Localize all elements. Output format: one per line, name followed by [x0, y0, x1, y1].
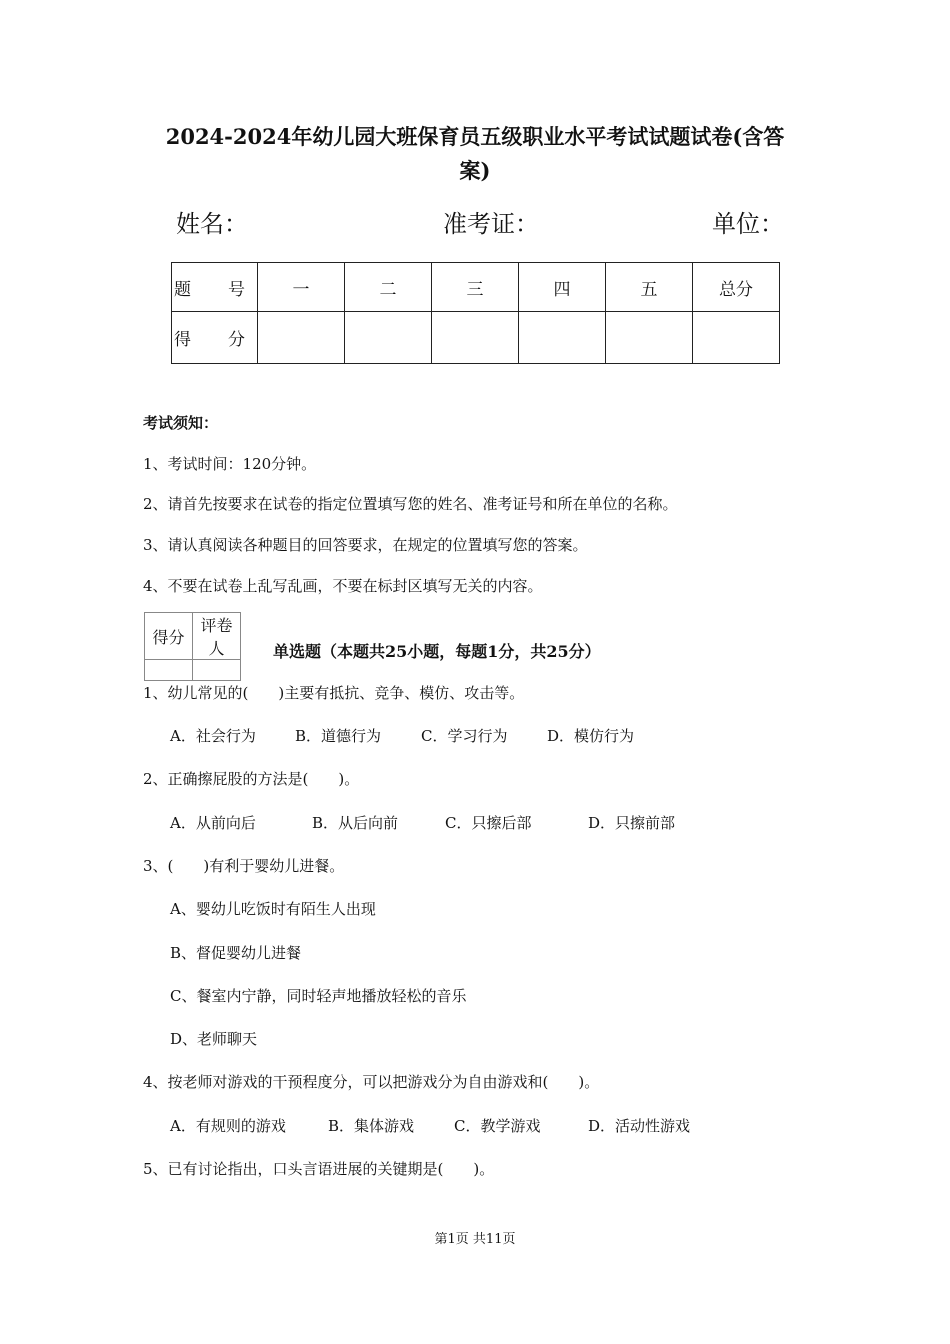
q4-option-b[interactable]: B．集体游戏 — [328, 1117, 415, 1135]
title-line-2: 案) — [459, 158, 491, 183]
document-title — [140, 120, 810, 188]
notice-item-3: 3、请认真阅读各种题目的回答要求，在规定的位置填写您的答案。 — [143, 536, 588, 554]
score-cell-total[interactable] — [693, 312, 780, 364]
section-title: 单选题（本题共25小题，每题1分，共25分） — [273, 642, 601, 661]
score-cell-4[interactable] — [519, 312, 606, 364]
grader-score-cell[interactable] — [145, 660, 193, 681]
title-line-1: 2024-2024年幼儿园大班保育员五级职业水平考试试题试卷(含答 — [165, 124, 785, 149]
exam-id-label: 准考证： — [443, 210, 539, 238]
question-2: 2、正确擦屁股的方法是( )。 — [143, 770, 360, 788]
header-cell-3: 三 — [432, 263, 519, 312]
grader-score-label: 得分 — [145, 613, 193, 660]
header-cell-5: 五 — [606, 263, 693, 312]
notice-heading: 考试须知： — [143, 414, 219, 432]
grader-reviewer-label: 评卷人 — [193, 613, 241, 660]
score-row-label: 得 分 — [172, 312, 258, 364]
score-cell-1[interactable] — [258, 312, 345, 364]
q2-option-c[interactable]: C．只擦后部 — [445, 814, 532, 832]
question-1: 1、幼儿常见的( )主要有抵抗、竞争、模仿、攻击等。 — [143, 684, 525, 702]
notice-item-2: 2、请首先按要求在试卷的指定位置填写您的姓名、准考证号和所在单位的名称。 — [143, 495, 678, 513]
name-label: 姓名： — [176, 210, 248, 238]
question-1-options — [170, 725, 634, 746]
q4-option-c[interactable]: C．教学游戏 — [454, 1117, 541, 1135]
q1-option-c[interactable]: C．学习行为 — [421, 727, 508, 745]
header-cell-2: 二 — [345, 263, 432, 312]
notice-item-1: 1、考试时间：120分钟。 — [143, 455, 317, 473]
header-cell-question-no: 题 号 — [172, 263, 258, 312]
grader-box — [144, 612, 241, 681]
score-table-score-row — [172, 312, 780, 364]
q1-option-b[interactable]: B．道德行为 — [295, 727, 382, 745]
q2-option-a[interactable]: A．从前向后 — [170, 814, 256, 832]
question-3: 3、( )有利于婴幼儿进餐。 — [143, 857, 345, 875]
score-cell-2[interactable] — [345, 312, 432, 364]
q4-option-a[interactable]: A．有规则的游戏 — [170, 1117, 286, 1135]
q2-option-b[interactable]: B．从后向前 — [312, 814, 399, 832]
unit-label: 单位： — [712, 210, 784, 238]
header-cell-4: 四 — [519, 263, 606, 312]
q1-option-d[interactable]: D．模仿行为 — [547, 727, 635, 745]
grader-reviewer-cell[interactable] — [193, 660, 241, 681]
question-4-options — [170, 1115, 690, 1136]
q1-option-a[interactable]: A．社会行为 — [170, 727, 256, 745]
q3-option-b[interactable]: B、督促婴幼儿进餐 — [170, 944, 302, 962]
score-cell-5[interactable] — [606, 312, 693, 364]
notice-item-4: 4、不要在试卷上乱写乱画，不要在标封区填写无关的内容。 — [143, 577, 543, 595]
header-cell-1: 一 — [258, 263, 345, 312]
question-2-options — [170, 812, 675, 833]
header-cell-total: 总分 — [693, 263, 780, 312]
score-table — [171, 262, 780, 364]
q4-option-d[interactable]: D．活动性游戏 — [588, 1117, 691, 1135]
q3-option-d[interactable]: D、老师聊天 — [170, 1030, 258, 1048]
q2-option-d[interactable]: D．只擦前部 — [588, 814, 676, 832]
q3-option-a[interactable]: A、婴幼儿吃饭时有陌生人出现 — [170, 900, 376, 918]
q3-option-c[interactable]: C、餐室内宁静，同时轻声地播放轻松的音乐 — [170, 987, 467, 1005]
question-5: 5、已有讨论指出，口头言语进展的关键期是( )。 — [143, 1160, 495, 1178]
score-table-header-row — [172, 263, 780, 312]
page-footer: 第1页 共11页 — [434, 1232, 516, 1247]
score-cell-3[interactable] — [432, 312, 519, 364]
question-4: 4、按老师对游戏的干预程度分，可以把游戏分为自由游戏和( )。 — [143, 1073, 600, 1091]
